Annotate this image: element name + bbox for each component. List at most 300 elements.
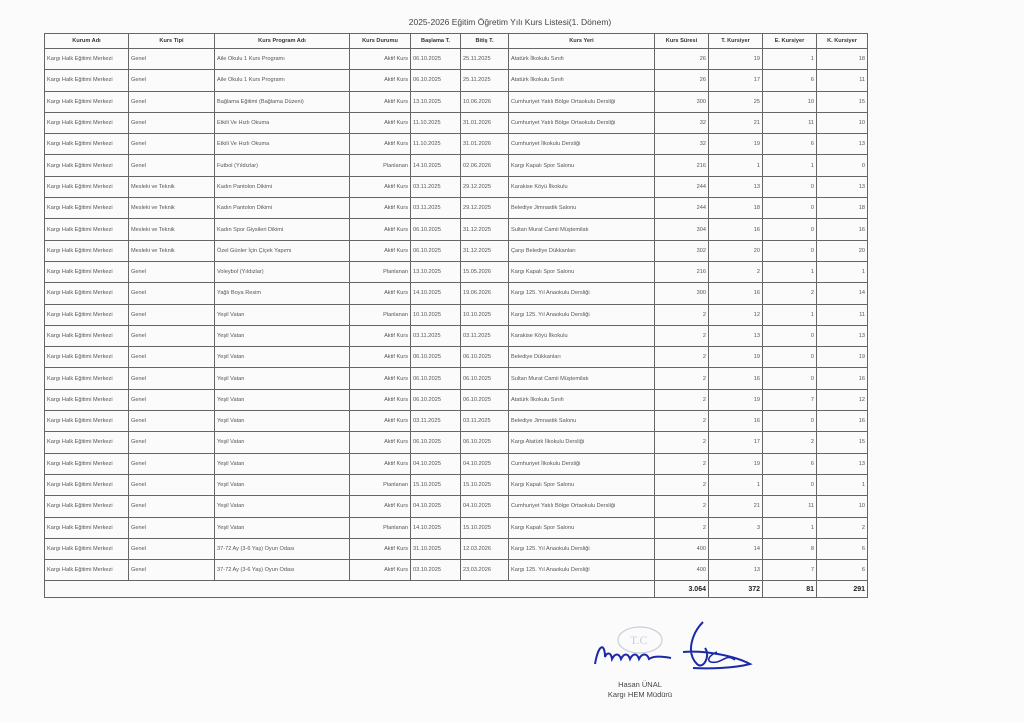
table-cell: 3 xyxy=(709,517,763,538)
table-cell: Genel xyxy=(129,347,215,368)
table-cell: 2 xyxy=(817,517,868,538)
table-cell: 18 xyxy=(817,198,868,219)
table-cell: Kargı Halk Eğitimi Merkezi xyxy=(45,240,129,261)
table-cell: Mesleki ve Teknik xyxy=(129,176,215,197)
table-cell: 12 xyxy=(709,304,763,325)
table-row xyxy=(45,347,868,368)
table-row xyxy=(45,261,868,282)
table-cell: Genel xyxy=(129,389,215,410)
table-cell: Yeşil Vatan xyxy=(215,517,350,538)
table-cell: 6 xyxy=(763,134,817,155)
table-row xyxy=(45,176,868,197)
table-cell: Kadın Pantolon Dikimi xyxy=(215,176,350,197)
totals-row xyxy=(45,581,868,598)
table-cell: 2 xyxy=(655,304,709,325)
table-cell: 13.10.2025 xyxy=(411,261,461,282)
table-cell: Kargı Halk Eğitimi Merkezi xyxy=(45,474,129,495)
table-cell: Genel xyxy=(129,49,215,70)
table-cell: 6 xyxy=(763,453,817,474)
table-cell: Genel xyxy=(129,368,215,389)
table-cell: 06.10.2025 xyxy=(461,432,509,453)
table-cell: Yeşil Vatan xyxy=(215,432,350,453)
table-cell: 16 xyxy=(817,219,868,240)
table-cell: 16 xyxy=(709,283,763,304)
table-cell: Genel xyxy=(129,432,215,453)
table-cell: 06.10.2025 xyxy=(461,389,509,410)
table-cell: Genel xyxy=(129,134,215,155)
table-cell: 19 xyxy=(709,347,763,368)
table-cell: 1 xyxy=(709,155,763,176)
table-cell: 300 xyxy=(655,283,709,304)
total-e-kursiyer: 81 xyxy=(763,581,817,598)
table-cell: 21 xyxy=(709,496,763,517)
table-cell: 1 xyxy=(763,261,817,282)
table-cell: 10 xyxy=(817,112,868,133)
table-cell: 20 xyxy=(709,240,763,261)
table-cell: 13 xyxy=(817,176,868,197)
table-cell: Kargı 125. Yıl Anaokulu Dersliği xyxy=(509,283,655,304)
table-cell: 1 xyxy=(817,261,868,282)
table-cell: 37-72 Ay (3-6 Yaş) Oyun Odası xyxy=(215,538,350,559)
table-cell: 2 xyxy=(763,283,817,304)
table-cell: Genel xyxy=(129,112,215,133)
table-cell: Genel xyxy=(129,411,215,432)
column-header: E. Kursiyer xyxy=(763,34,817,49)
table-cell: 13 xyxy=(817,325,868,346)
table-cell: Atatürk İlkokulu Sınıfı xyxy=(509,389,655,410)
table-cell: 2 xyxy=(709,261,763,282)
table-cell: Atatürk İlkokulu Sınıfı xyxy=(509,70,655,91)
table-cell: 10.10.2025 xyxy=(461,304,509,325)
table-cell: 31.12.2025 xyxy=(461,240,509,261)
table-row xyxy=(45,538,868,559)
table-cell: Kargı 125. Yıl Anaokulu Dersliği xyxy=(509,560,655,581)
table-cell: Aktif Kurs xyxy=(350,411,411,432)
table-cell: Kargı Halk Eğitimi Merkezi xyxy=(45,389,129,410)
table-cell: 06.10.2025 xyxy=(411,347,461,368)
table-cell: Cumhuriyet Yatılı Bölge Ortaokulu Dersliği xyxy=(509,112,655,133)
table-cell: 216 xyxy=(655,261,709,282)
table-cell: 04.10.2025 xyxy=(411,496,461,517)
table-cell: 0 xyxy=(763,240,817,261)
table-cell: 13 xyxy=(817,453,868,474)
table-cell: 06.10.2025 xyxy=(411,368,461,389)
column-header: T. Kursiyer xyxy=(709,34,763,49)
table-cell: Genel xyxy=(129,496,215,517)
table-cell: Aktif Kurs xyxy=(350,432,411,453)
table-cell: Kargı Halk Eğitimi Merkezi xyxy=(45,261,129,282)
course-list-table xyxy=(44,33,868,598)
table-cell: 15 xyxy=(817,91,868,112)
table-cell: Kargı Halk Eğitimi Merkezi xyxy=(45,368,129,389)
table-cell: 1 xyxy=(763,517,817,538)
table-cell: 1 xyxy=(763,49,817,70)
table-cell: Aktif Kurs xyxy=(350,347,411,368)
table-cell: 304 xyxy=(655,219,709,240)
table-row xyxy=(45,240,868,261)
table-cell: 11.10.2025 xyxy=(411,112,461,133)
signature-stamp-image xyxy=(585,612,755,687)
table-cell: 15.10.2025 xyxy=(461,474,509,495)
table-cell: Yeşil Vatan xyxy=(215,496,350,517)
table-cell: 25.11.2025 xyxy=(461,70,509,91)
table-cell: 19 xyxy=(709,49,763,70)
table-row xyxy=(45,134,868,155)
table-cell: 03.11.2025 xyxy=(411,411,461,432)
table-cell: 15.10.2025 xyxy=(411,474,461,495)
column-header: Bitiş T. xyxy=(461,34,509,49)
table-cell: Mesleki ve Teknik xyxy=(129,240,215,261)
table-cell: Sultan Murat Camii Müştemilatı xyxy=(509,368,655,389)
table-cell: Genel xyxy=(129,283,215,304)
table-cell: 2 xyxy=(655,368,709,389)
table-header-row xyxy=(45,34,868,49)
table-row xyxy=(45,325,868,346)
table-cell: 2 xyxy=(655,389,709,410)
table-cell: 11 xyxy=(817,70,868,91)
table-cell: 19 xyxy=(817,347,868,368)
table-cell: 15.10.2025 xyxy=(461,517,509,538)
table-cell: 15.05.2026 xyxy=(461,261,509,282)
signer-name: Hasan ÜNAL xyxy=(618,680,662,689)
total-t-kursiyer: 372 xyxy=(709,581,763,598)
table-cell: 0 xyxy=(763,474,817,495)
table-cell: 17 xyxy=(709,70,763,91)
table-cell: 0 xyxy=(763,347,817,368)
table-cell: 06.10.2025 xyxy=(461,347,509,368)
table-cell: Kargı Halk Eğitimi Merkezi xyxy=(45,219,129,240)
table-cell: 32 xyxy=(655,112,709,133)
table-cell: Kargı Halk Eğitimi Merkezi xyxy=(45,560,129,581)
table-cell: 300 xyxy=(655,91,709,112)
table-cell: Karakise Köyü İlkokulu xyxy=(509,176,655,197)
table-cell: Genel xyxy=(129,560,215,581)
column-header: K. Kursiyer xyxy=(817,34,868,49)
table-cell: 16 xyxy=(817,411,868,432)
table-cell: Aile Okulu 1 Kurs Programı xyxy=(215,70,350,91)
table-cell: 03.10.2025 xyxy=(411,560,461,581)
table-cell: 244 xyxy=(655,176,709,197)
table-cell: Aktif Kurs xyxy=(350,70,411,91)
table-cell: Karakise Köyü İlkokulu xyxy=(509,325,655,346)
table-cell: 16 xyxy=(709,219,763,240)
signer-block xyxy=(585,680,695,700)
table-cell: Yeşil Vatan xyxy=(215,368,350,389)
table-cell: Aktif Kurs xyxy=(350,49,411,70)
table-cell: Kargı 125. Yıl Anaokulu Dersliği xyxy=(509,538,655,559)
table-cell: Planlanan xyxy=(350,474,411,495)
total-kurs-suresi: 3.064 xyxy=(655,581,709,598)
table-cell: Mesleki ve Teknik xyxy=(129,219,215,240)
table-cell: 2 xyxy=(655,496,709,517)
table-row xyxy=(45,389,868,410)
table-cell: 13 xyxy=(709,176,763,197)
table-cell: 15 xyxy=(817,432,868,453)
table-cell: Genel xyxy=(129,70,215,91)
table-cell: Genel xyxy=(129,91,215,112)
table-cell: Kargı Halk Eğitimi Merkezi xyxy=(45,496,129,517)
table-row xyxy=(45,155,868,176)
table-cell: 11 xyxy=(817,304,868,325)
table-row xyxy=(45,91,868,112)
table-row xyxy=(45,453,868,474)
table-cell: 2 xyxy=(655,517,709,538)
table-cell: Cumhuriyet İlkokulu Dersliği xyxy=(509,134,655,155)
document-title: 2025-2026 Eğitim Öğretim Yılı Kurs Listesi(1. Dönem) xyxy=(408,17,612,27)
total-k-kursiyer: 291 xyxy=(817,581,868,598)
table-cell: 2 xyxy=(655,347,709,368)
table-cell: 13 xyxy=(709,560,763,581)
table-cell: 14.10.2025 xyxy=(411,517,461,538)
table-cell: 06.10.2025 xyxy=(411,70,461,91)
table-cell: Yeşil Vatan xyxy=(215,325,350,346)
table-row xyxy=(45,411,868,432)
table-cell: Atatürk İlkokulu Sınıfı xyxy=(509,49,655,70)
column-header: Kurs Yeri xyxy=(509,34,655,49)
table-cell: 02.06.2026 xyxy=(461,155,509,176)
table-cell: 16 xyxy=(709,411,763,432)
table-cell: Planlanan xyxy=(350,155,411,176)
table-cell: Etkili Ve Hızlı Okuma xyxy=(215,134,350,155)
table-cell: Kargı Halk Eğitimi Merkezi xyxy=(45,432,129,453)
table-cell: Genel xyxy=(129,155,215,176)
table-cell: Aktif Kurs xyxy=(350,325,411,346)
table-row xyxy=(45,49,868,70)
table-cell: 6 xyxy=(817,560,868,581)
table-cell: Aktif Kurs xyxy=(350,112,411,133)
table-cell: Yeşil Vatan xyxy=(215,411,350,432)
table-cell: 1 xyxy=(763,155,817,176)
column-header: Başlama T. xyxy=(411,34,461,49)
table-cell: 31.10.2025 xyxy=(411,538,461,559)
table-cell: 03.11.2025 xyxy=(411,325,461,346)
table-cell: 29.12.2025 xyxy=(461,198,509,219)
table-cell: 17 xyxy=(709,432,763,453)
table-row xyxy=(45,496,868,517)
table-cell: Aktif Kurs xyxy=(350,496,411,517)
table-cell: 8 xyxy=(763,538,817,559)
table-cell: 13 xyxy=(709,325,763,346)
table-cell: Aktif Kurs xyxy=(350,240,411,261)
table-cell: 03.11.2025 xyxy=(411,198,461,219)
column-header: Kurs Süresi xyxy=(655,34,709,49)
table-cell: Kargı Kapalı Spor Salonu xyxy=(509,474,655,495)
table-cell: 20 xyxy=(817,240,868,261)
table-cell: 03.11.2025 xyxy=(461,411,509,432)
table-cell: 13.10.2025 xyxy=(411,91,461,112)
table-cell: 25 xyxy=(709,91,763,112)
table-cell: Aktif Kurs xyxy=(350,176,411,197)
table-cell: 10.10.2025 xyxy=(411,304,461,325)
table-cell: 19 xyxy=(709,134,763,155)
table-cell: Kadın Spor Giysileri Dikimi xyxy=(215,219,350,240)
table-cell: 6 xyxy=(817,538,868,559)
table-cell: Kargı Kapalı Spor Salonu xyxy=(509,155,655,176)
table-cell: Çarşı Belediye Dükkanları xyxy=(509,240,655,261)
table-cell: 2 xyxy=(655,325,709,346)
table-cell: Yeşil Vatan xyxy=(215,453,350,474)
table-cell: Aile Okulu 1 Kurs Programı xyxy=(215,49,350,70)
table-cell: 13 xyxy=(817,134,868,155)
table-cell: 06.10.2025 xyxy=(411,49,461,70)
table-cell: Kargı Kapalı Spor Salonu xyxy=(509,261,655,282)
table-cell: 31.12.2025 xyxy=(461,219,509,240)
table-cell: Aktif Kurs xyxy=(350,91,411,112)
table-cell: Kargı Halk Eğitimi Merkezi xyxy=(45,411,129,432)
table-cell: Belediye Dükkanları xyxy=(509,347,655,368)
table-cell: Genel xyxy=(129,261,215,282)
table-row xyxy=(45,219,868,240)
table-row xyxy=(45,560,868,581)
table-cell: 26 xyxy=(655,70,709,91)
table-cell: Belediye Jimnastik Salonu xyxy=(509,198,655,219)
table-cell: 29.12.2025 xyxy=(461,176,509,197)
table-cell: 19.06.2026 xyxy=(461,283,509,304)
table-cell: Yeşil Vatan xyxy=(215,474,350,495)
table-cell: Kargı Halk Eğitimi Merkezi xyxy=(45,347,129,368)
table-cell: 0 xyxy=(763,198,817,219)
table-cell: Genel xyxy=(129,538,215,559)
table-cell: Futbol (Yıldızlar) xyxy=(215,155,350,176)
table-cell: Planlanan xyxy=(350,261,411,282)
table-cell: 10 xyxy=(817,496,868,517)
table-cell: 1 xyxy=(763,304,817,325)
table-cell: 7 xyxy=(763,389,817,410)
table-cell: Aktif Kurs xyxy=(350,453,411,474)
table-cell: Aktif Kurs xyxy=(350,368,411,389)
table-cell: 0 xyxy=(763,219,817,240)
table-cell: 10 xyxy=(763,91,817,112)
table-cell: 16 xyxy=(709,368,763,389)
table-cell: Voleybol (Yıldızlar) xyxy=(215,261,350,282)
table-cell: 216 xyxy=(655,155,709,176)
table-row xyxy=(45,112,868,133)
table-cell: Etkili Ve Hızlı Okuma xyxy=(215,112,350,133)
table-cell: Yeşil Vatan xyxy=(215,347,350,368)
table-cell: 400 xyxy=(655,560,709,581)
table-cell: 06.10.2025 xyxy=(411,432,461,453)
table-cell: 03.11.2025 xyxy=(461,325,509,346)
table-cell: Cumhuriyet Yatılı Bölge Ortaokulu Dersliği xyxy=(509,91,655,112)
table-cell: 31.01.2026 xyxy=(461,112,509,133)
table-cell: Aktif Kurs xyxy=(350,198,411,219)
table-row xyxy=(45,304,868,325)
table-cell: Kargı Halk Eğitimi Merkezi xyxy=(45,517,129,538)
table-cell: Kargı Halk Eğitimi Merkezi xyxy=(45,49,129,70)
table-cell: 12.03.2026 xyxy=(461,538,509,559)
table-cell: 1 xyxy=(709,474,763,495)
table-cell: 21 xyxy=(709,112,763,133)
table-cell: 244 xyxy=(655,198,709,219)
column-header: Kurs Tipi xyxy=(129,34,215,49)
table-cell: 14 xyxy=(817,283,868,304)
table-cell: Kargı Halk Eğitimi Merkezi xyxy=(45,538,129,559)
column-header: Kurs Program Adı xyxy=(215,34,350,49)
table-cell: Kargı Halk Eğitimi Merkezi xyxy=(45,325,129,346)
table-cell: 12 xyxy=(817,389,868,410)
table-cell: Kadın Pantolon Dikimi xyxy=(215,198,350,219)
table-cell: 23.03.2026 xyxy=(461,560,509,581)
table-cell: 37-72 Ay (3-6 Yaş) Oyun Odası xyxy=(215,560,350,581)
table-cell: Kargı Halk Eğitimi Merkezi xyxy=(45,112,129,133)
table-cell: Kargı Halk Eğitimi Merkezi xyxy=(45,176,129,197)
table-cell: 18 xyxy=(817,49,868,70)
svg-text:T.C: T.C xyxy=(630,633,648,647)
table-cell: Kargı Atatürk İlkokulu Dersliği xyxy=(509,432,655,453)
table-cell: 04.10.2025 xyxy=(461,453,509,474)
table-cell: 6 xyxy=(763,70,817,91)
table-row xyxy=(45,432,868,453)
table-cell: 06.10.2025 xyxy=(411,219,461,240)
table-cell: 26 xyxy=(655,49,709,70)
table-cell: 11.10.2025 xyxy=(411,134,461,155)
column-header: Kurum Adı xyxy=(45,34,129,49)
table-cell: Kargı Halk Eğitimi Merkezi xyxy=(45,453,129,474)
table-row xyxy=(45,283,868,304)
table-cell: 2 xyxy=(763,432,817,453)
table-cell: Kargı 125. Yıl Anaokulu Dersliği xyxy=(509,304,655,325)
table-cell: 14 xyxy=(709,538,763,559)
table-cell: 10.06.2026 xyxy=(461,91,509,112)
table-cell: Yeşil Vatan xyxy=(215,304,350,325)
table-cell: 2 xyxy=(655,432,709,453)
table-cell: 04.10.2025 xyxy=(461,496,509,517)
table-cell: Genel xyxy=(129,453,215,474)
table-cell: 2 xyxy=(655,453,709,474)
table-cell: Özel Günler İçin Çiçek Yapımı xyxy=(215,240,350,261)
table-cell: 11 xyxy=(763,496,817,517)
table-cell: 1 xyxy=(817,474,868,495)
table-cell: 0 xyxy=(817,155,868,176)
table-row xyxy=(45,517,868,538)
table-cell: 31.01.2026 xyxy=(461,134,509,155)
table-cell: 25.11.2025 xyxy=(461,49,509,70)
table-cell: Cumhuriyet Yatılı Bölge Ortaokulu Dersliği xyxy=(509,496,655,517)
table-cell: 400 xyxy=(655,538,709,559)
table-cell: Kargı Halk Eğitimi Merkezi xyxy=(45,70,129,91)
table-cell: Kargı Halk Eğitimi Merkezi xyxy=(45,155,129,176)
table-cell: 0 xyxy=(763,176,817,197)
table-cell: 32 xyxy=(655,134,709,155)
table-cell: Aktif Kurs xyxy=(350,134,411,155)
table-cell: Mesleki ve Teknik xyxy=(129,198,215,219)
table-cell: Yağlı Boya Resim xyxy=(215,283,350,304)
table-cell: 06.10.2025 xyxy=(461,368,509,389)
table-cell: 04.10.2025 xyxy=(411,453,461,474)
table-cell: 06.10.2025 xyxy=(411,389,461,410)
table-row xyxy=(45,474,868,495)
table-cell: Aktif Kurs xyxy=(350,538,411,559)
table-cell: Sultan Murat Camii Müştemilatı xyxy=(509,219,655,240)
table-cell: Planlanan xyxy=(350,304,411,325)
table-cell: Kargı Halk Eğitimi Merkezi xyxy=(45,283,129,304)
table-row xyxy=(45,368,868,389)
table-cell: 14.10.2025 xyxy=(411,283,461,304)
table-cell: Kargı Halk Eğitimi Merkezi xyxy=(45,304,129,325)
table-cell: 16 xyxy=(817,368,868,389)
table-cell: Planlanan xyxy=(350,517,411,538)
table-cell: 19 xyxy=(709,453,763,474)
table-cell: Belediye Jimnastik Salonu xyxy=(509,411,655,432)
table-cell: Aktif Kurs xyxy=(350,560,411,581)
table-cell: Genel xyxy=(129,325,215,346)
column-header: Kurs Durumu xyxy=(350,34,411,49)
table-cell: 06.10.2025 xyxy=(411,240,461,261)
table-cell: 7 xyxy=(763,560,817,581)
table-cell: 2 xyxy=(655,474,709,495)
table-cell: Genel xyxy=(129,517,215,538)
table-cell: 302 xyxy=(655,240,709,261)
